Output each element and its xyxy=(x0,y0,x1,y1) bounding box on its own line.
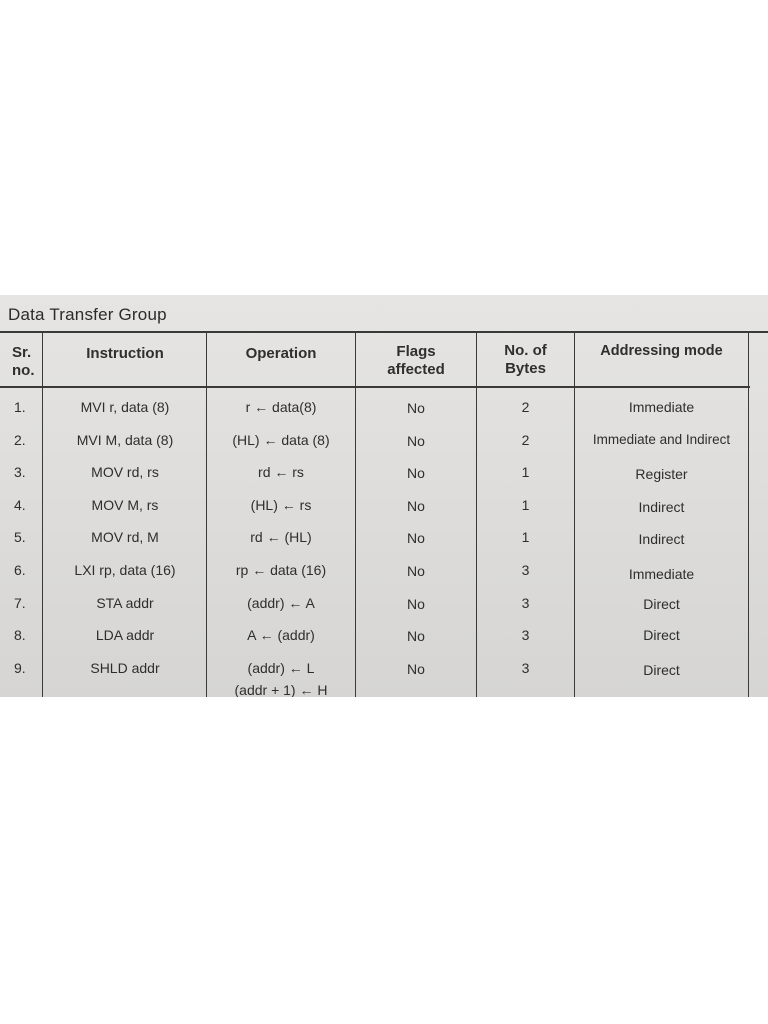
cell-flags: No xyxy=(407,628,425,645)
cell-operation: (HL) ← rs xyxy=(250,496,312,513)
cell-addressing-mode: Indirect xyxy=(638,498,685,515)
cell-operation: r ← data(8) xyxy=(245,399,317,415)
cell-instruction: STA addr xyxy=(96,594,154,611)
table-title: Data Transfer Group xyxy=(8,305,167,324)
cell-instruction: MOV M, rs xyxy=(91,496,159,513)
cell-bytes: 3 xyxy=(521,627,530,644)
cell-bytes: 2 xyxy=(521,431,530,448)
cell-instruction: LDA addr xyxy=(95,627,155,644)
header-addressing-mode: Addressing mode xyxy=(600,343,723,359)
cell-addressing-mode: Direct xyxy=(643,627,680,644)
cell-operation: rp ← data (16) xyxy=(235,562,327,578)
cell-instruction: LXI rp, data (16) xyxy=(74,562,176,578)
cell-bytes: 1 xyxy=(521,464,530,481)
cell-operation: (addr) ← A xyxy=(247,594,315,611)
cell-bytes: 3 xyxy=(521,594,530,611)
cell-flags: No xyxy=(407,497,425,514)
header-bytes: No. of Bytes xyxy=(504,342,547,377)
cell-bytes: 1 xyxy=(521,529,530,546)
cell-instruction: MVI M, data (8) xyxy=(76,431,174,448)
header-sr: Sr. no. xyxy=(12,344,35,379)
cell-operation: (addr) ← L xyxy=(247,659,315,676)
cell-instruction: SHLD addr xyxy=(90,659,160,676)
cell-operation: rd ← rs xyxy=(258,464,304,481)
cell-sr: 9. xyxy=(14,659,26,676)
cell-addressing-mode: Direct xyxy=(643,595,680,612)
cell-operation: rd ← (HL) xyxy=(250,529,312,546)
cell-bytes: 3 xyxy=(521,659,530,676)
cell-sr: 4. xyxy=(14,496,26,513)
cell-instruction: MOV rd, M xyxy=(91,529,159,546)
title-rule xyxy=(0,331,768,333)
cell-addressing-mode: Immediate and Indirect xyxy=(592,431,731,447)
cell-operation: (HL) ← data (8) xyxy=(232,431,330,448)
cell-sr: 7. xyxy=(14,594,26,611)
cell-bytes: 3 xyxy=(521,562,530,578)
cell-sr: 3. xyxy=(14,464,26,481)
cell-sr: 2. xyxy=(14,431,26,448)
cell-addressing-mode: Register xyxy=(635,466,688,483)
cell-sr: 6. xyxy=(14,562,26,578)
cell-addressing-mode: Indirect xyxy=(638,531,685,548)
cell-operation-line2: (addr + 1) ← H xyxy=(234,681,328,697)
cell-flags: No xyxy=(407,530,425,547)
cell-flags: No xyxy=(407,595,425,612)
cell-sr: 8. xyxy=(14,627,26,644)
cell-flags: No xyxy=(407,432,425,449)
table-photo xyxy=(0,295,768,697)
cell-flags: No xyxy=(407,465,425,482)
header-flags: Flags affected xyxy=(387,343,445,378)
cell-instruction: MOV rd, rs xyxy=(91,464,159,481)
header-instruction: Instruction xyxy=(86,345,164,362)
cell-bytes: 1 xyxy=(521,496,530,513)
cell-addressing-mode: Immediate xyxy=(628,566,695,582)
header-operation: Operation xyxy=(245,345,317,362)
cell-flags: No xyxy=(407,400,425,416)
cell-flags: No xyxy=(407,563,425,579)
cell-bytes: 2 xyxy=(521,399,530,415)
cell-addressing-mode: Direct xyxy=(643,661,680,678)
col-divider-6 xyxy=(748,332,749,697)
cell-addressing-mode: Immediate xyxy=(628,399,695,415)
cell-instruction: MVI r, data (8) xyxy=(80,399,170,415)
cell-sr: 5. xyxy=(14,529,26,546)
cell-flags: No xyxy=(407,660,425,677)
cell-operation: A ← (addr) xyxy=(247,627,315,644)
header-rule xyxy=(0,386,750,388)
cell-sr: 1. xyxy=(14,399,26,415)
